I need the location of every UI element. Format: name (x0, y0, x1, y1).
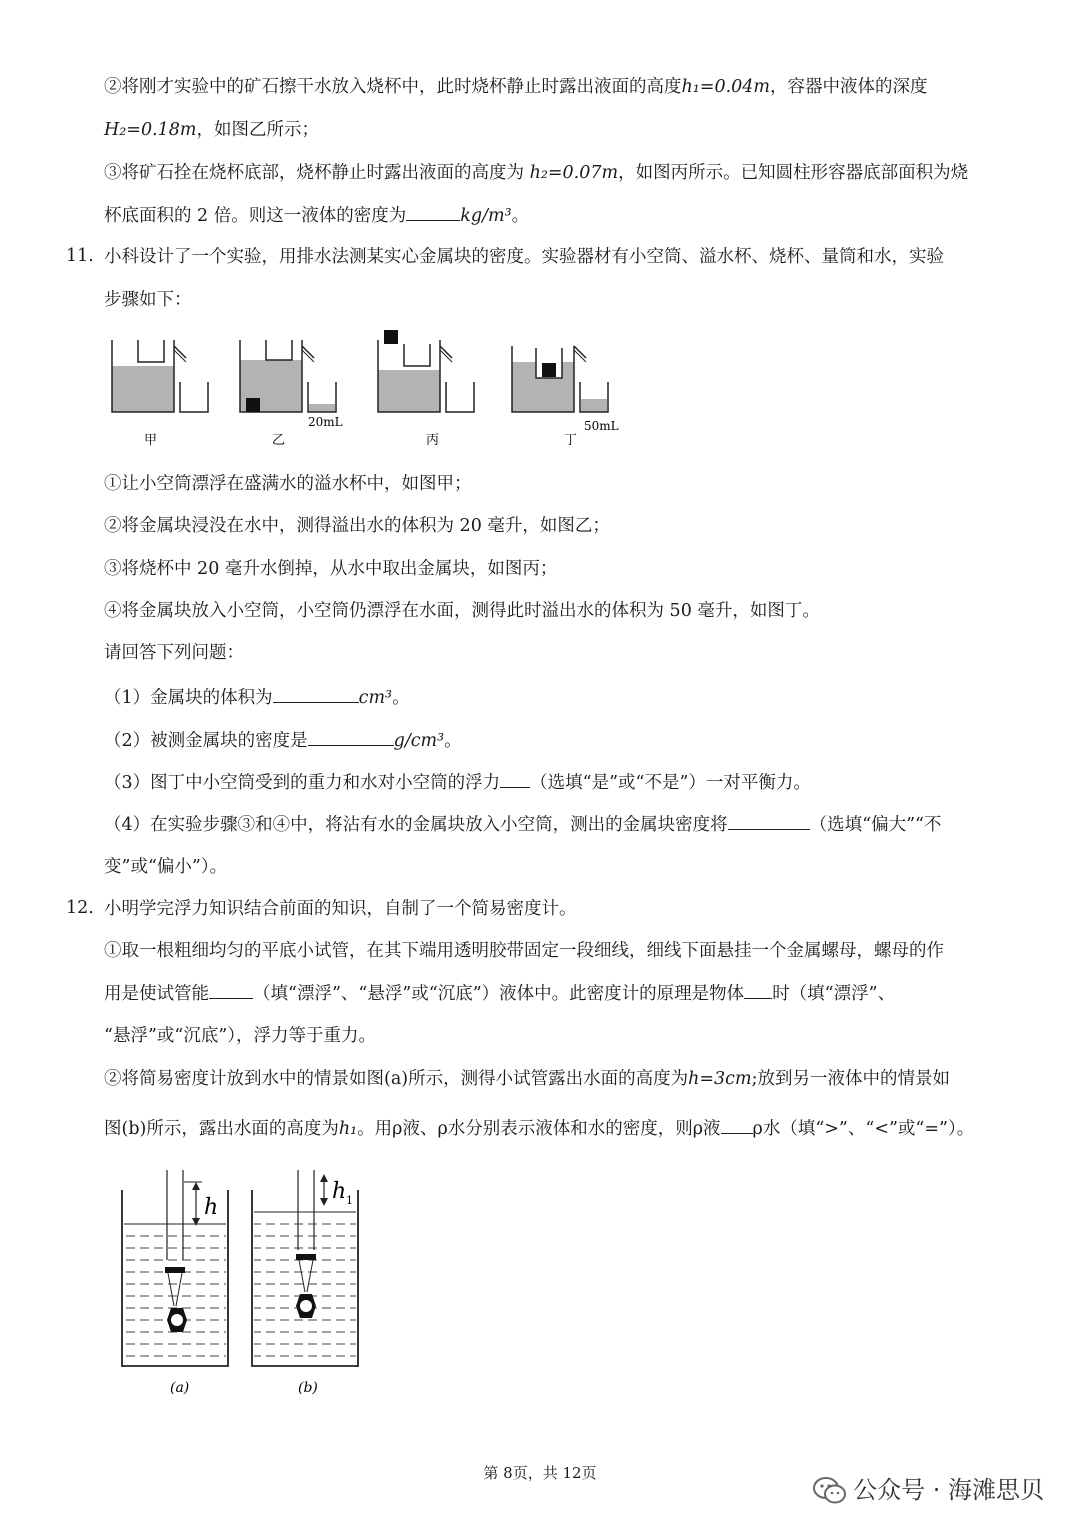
q10-H2-value: H₂=0.18m (104, 120, 197, 140)
label-a: (a) (170, 1380, 190, 1396)
figure-jia (112, 340, 208, 448)
q11-part2: （2）被测金属块的密度是 g/cm³。 (104, 731, 462, 751)
q11-intro-line2: 步骤如下： (104, 290, 192, 310)
q11-step3: ③将烧杯中 20 毫升水倒掉，从水中取出金属块，如图丙； (104, 559, 558, 579)
q12-step1-line1: ①取一根粗细均匀的平底小试管，在其下端用透明胶带固定一段细线，细线下面悬挂一个金属螺母，螺母的作 (104, 941, 944, 961)
q10-step2-line1: ②将刚才实验中的矿石擦干水放入烧杯中，此时烧杯静止时露出液面的高度h₁=0.04m，容器中液体的深度 (104, 77, 928, 97)
q10-answer-blank[interactable] (406, 204, 460, 221)
label-h: h (204, 1195, 219, 1220)
q11-part3-blank[interactable] (500, 771, 530, 788)
q11-step1: ①让小空筒漂浮在盛满水的溢水杯中，如图甲； (104, 474, 472, 494)
page-footer: 第 8页，共 12页 (483, 1464, 597, 1482)
q12-blank-3[interactable] (721, 1117, 753, 1134)
label-h1-sub: 1 (346, 1194, 353, 1207)
q10-step3-line2: 杯底面积的 2 倍。则这一液体的密度为 kg/m³。 (104, 206, 530, 226)
beaker-b (252, 1170, 358, 1396)
label-jia: 甲 (144, 433, 158, 448)
q11-part4-line1: （4）在实验步骤③和④中，将沾有水的金属块放入小空筒，测出的金属块密度将 （选填“偏大”“不 (104, 815, 942, 835)
label-b: (b) (298, 1380, 318, 1396)
q11-part3: （3）图丁中小空筒受到的重力和水对小空筒的浮力 （选填“是”或“不是”）一对平衡力。 (104, 773, 811, 793)
tube-bottom (165, 1267, 185, 1273)
q10-step2-line2: H₂=0.18m，如图乙所示； (104, 120, 319, 140)
q12-step2-line1: ②将简易密度计放到水中的情景如图(a)所示，测得小试管露出水面的高度为h=3cm;放到另一液体中的情景如 (104, 1069, 950, 1089)
q10-h1-value: h₁=0.04m (681, 77, 771, 97)
label-h1: h (332, 1179, 347, 1204)
q11-part1-blank[interactable] (273, 686, 359, 703)
label-ding: 丁 (564, 433, 578, 448)
q12-number: 12. (66, 898, 94, 918)
q12-intro: 小明学完浮力知识结合前面的知识，自制了一个简易密度计。 (104, 899, 577, 919)
q12-step1-line3: “悬浮”或“沉底”），浮力等于重力。 (104, 1026, 377, 1046)
watermark: 公众号 · 海滩思贝 (813, 1470, 1044, 1506)
q10-step3-line1: ③将矿石拴在烧杯底部，烧杯静止时露出液面的高度为 h₂=0.07m，如图丙所示。已知圆柱形容器底部面积为烧 (104, 163, 969, 183)
q10-unit: kg/m³ (460, 206, 512, 226)
q11-part4-line2: 变”或“偏小”）。 (104, 857, 228, 877)
q12-step1-line2: 用是使试管能 （填“漂浮”、“悬浮”或“沉底”）液体中。此密度计的原理是物体 时（填“漂浮”、 (104, 984, 896, 1004)
metal-block (384, 330, 398, 344)
q11-intro-line1: 小科设计了一个实验，用排水法测某实心金属块的密度。实验器材有小空筒、溢水杯、烧杯、量筒和水，实验 (104, 247, 944, 267)
metal-block (246, 398, 260, 412)
q11-step4: ④将金属块放入小空筒，小空筒仍漂浮在水面，测得此时溢出水的体积为 50 毫升，如图丁。 (104, 601, 820, 621)
beaker-a (122, 1170, 228, 1396)
q10-h2-value: h₂=0.07m (529, 163, 619, 183)
q11-number: 11. (66, 246, 94, 266)
label-yi: 乙 (272, 433, 286, 448)
q12-blank-2[interactable] (744, 982, 772, 999)
label-bing: 丙 (426, 433, 440, 448)
q11-step2: ②将金属块浸没在水中，测得溢出水的体积为 20 毫升，如图乙； (104, 516, 610, 536)
label-50ml: 50mL (584, 419, 619, 433)
metal-block (542, 363, 556, 377)
q11-ask: 请回答下列问题： (104, 643, 244, 663)
figure-yi (240, 340, 343, 448)
q11-part4-blank[interactable] (728, 813, 810, 830)
q11-part2-blank[interactable] (308, 729, 394, 746)
label-20ml: 20mL (308, 415, 343, 429)
tube-bottom (296, 1254, 316, 1260)
figure-bing (378, 330, 474, 448)
wechat-icon (813, 1476, 847, 1506)
figure-ding (512, 346, 619, 448)
q11-part1: （1）金属块的体积为 cm³。 (104, 688, 410, 708)
q12-blank-1[interactable] (209, 982, 253, 999)
q12-step2-line2: 图(b)所示，露出水面的高度为h₁。用ρ液、ρ水分别表示液体和水的密度，则ρ液 ρ水（填“>”、“<”或“=”）。 (104, 1119, 975, 1139)
q12-figure (110, 1170, 370, 1400)
q11-figure (100, 326, 640, 456)
